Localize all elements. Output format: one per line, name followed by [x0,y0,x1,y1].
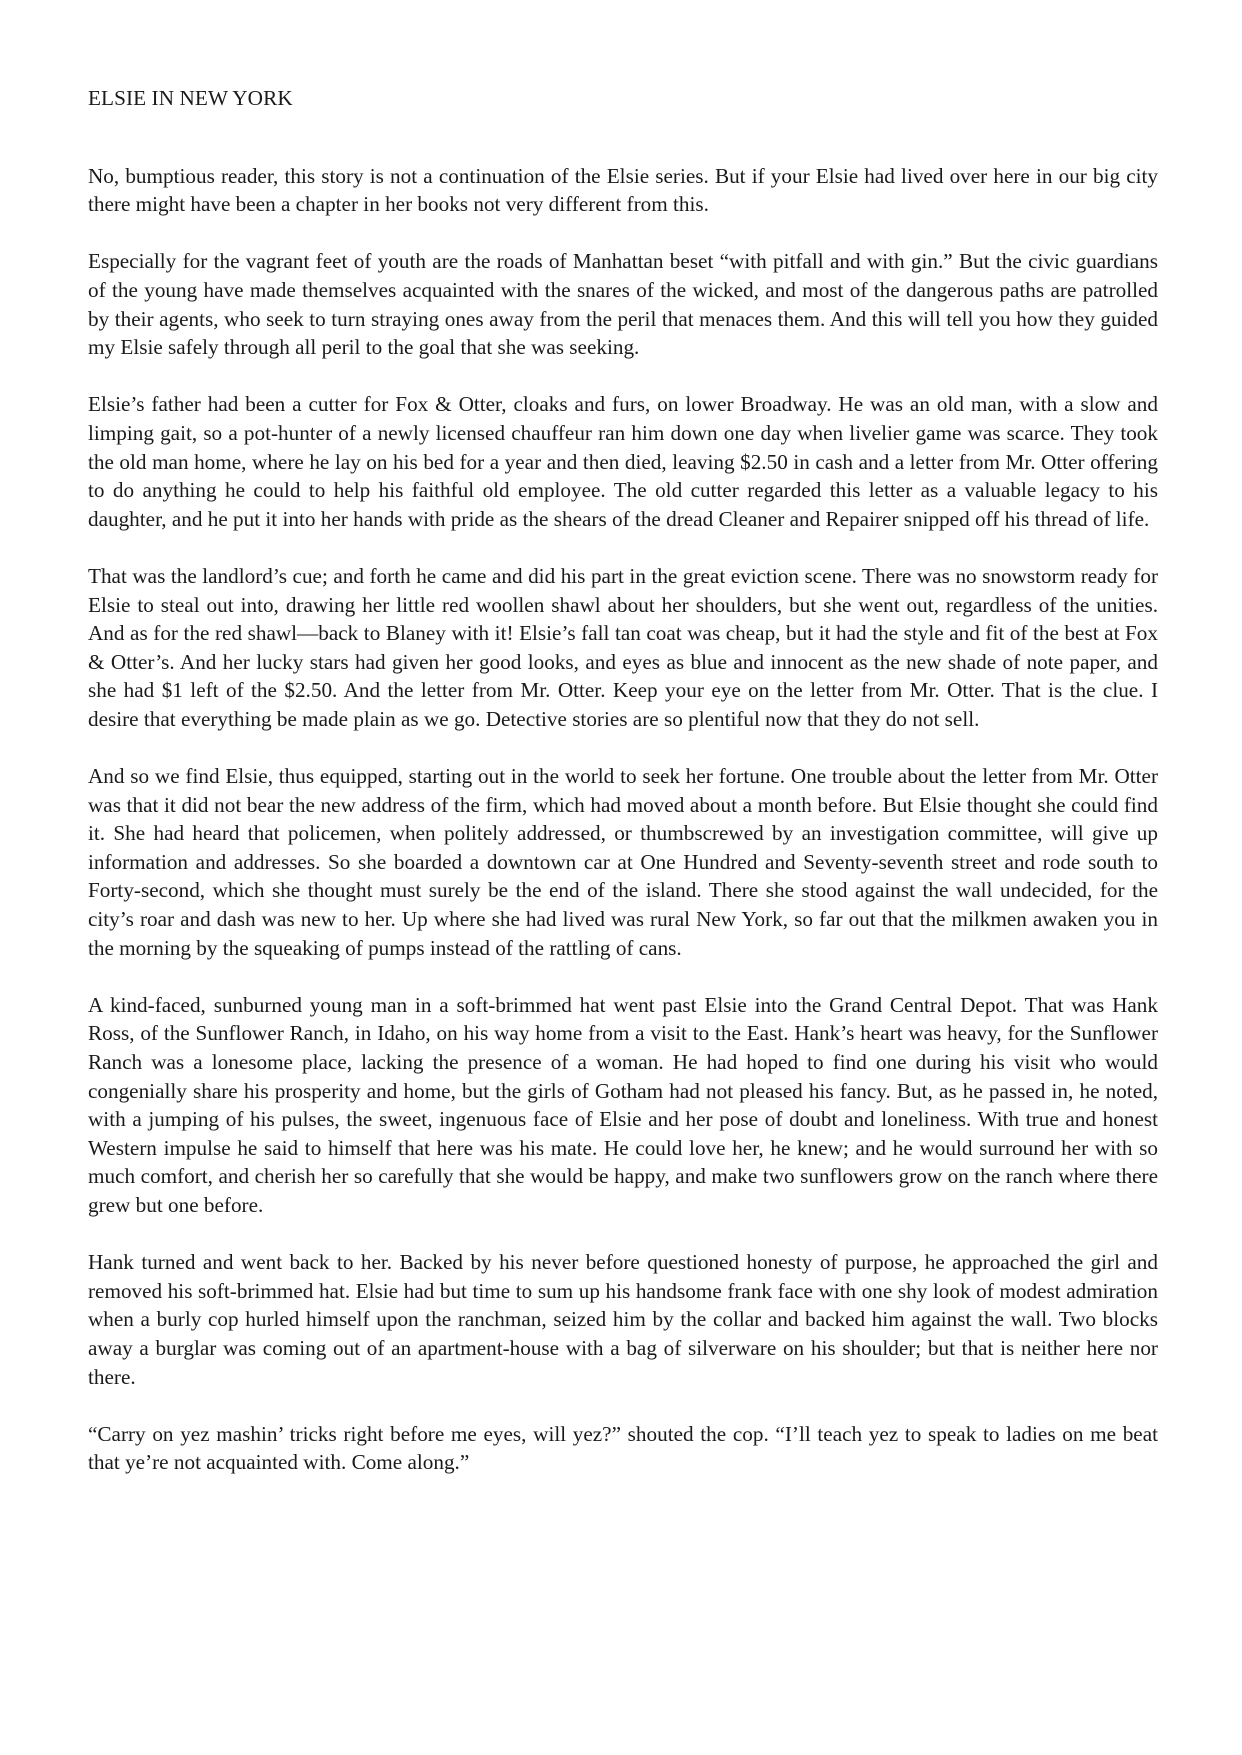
paragraph: Hank turned and went back to her. Backed by his never before questioned honesty of purpose, he approached the girl and removed his soft-brimmed hat. Elsie had but time to sum up his handsome frank face with one shy look of modest admiration when a burly cop hurled himself upon the ranchman, seized him by the collar and backed him against the wall. Two blocks away a burglar was coming out of an apartment-house with a bag of silverware on his shoulder; but that is neither here nor there. [88,1250,1158,1389]
story-title: ELSIE IN NEW YORK [88,86,293,110]
paragraph: A kind-faced, sunburned young man in a soft-brimmed hat went past Elsie into the Grand Central Depot. That was Hank Ross, of the Sunflower Ranch, in Idaho, on his way home from a visit to the East. Hank’s heart was heavy, for the Sunflower Ranch was a lonesome place, lacking the presence of a woman. He had hoped to find one during his visit who would congenially share his prosperity and home, but the girls of Gotham had not pleased his fancy. But, as he passed in, he noted, with a jumping of his pulses, the sweet, ingenuous face of Elsie and her pose of doubt and loneliness. With true and honest Western impulse he said to himself that here was his mate. He could love her, he knew; and he would surround her with so much comfort, and cherish her so carefully that she would be happy, and make two sunflowers grow on the ranch where there grew but one before. [88,992,1158,1217]
paragraph: “Carry on yez mashin’ tricks right before me eyes, will yez?” shouted the cop. “I’ll teach yez to speak to ladies on me beat that ye’re not acquainted with. Come along.” [88,1421,1158,1475]
paragraph: And so we find Elsie, thus equipped, starting out in the world to seek her fortune. One trouble about the letter from Mr. Otter was that it did not bear the new address of the firm, which had moved about a month before. But Elsie thought she could find it. She had heard that policemen, when politely addressed, or thumbscrewed by an investigation committee, will give up information and addresses. So she boarded a downtown car at One Hundred and Seventy-seventh street and rode south to Forty-second, which she thought must surely be the end of the island. There she stood against the wall undecided, for the city’s roar and dash was new to her. Up where she had lived was rural New York, so far out that the milkmen awaken you in the morning by the squeaking of pumps instead of the rattling of cans. [88,764,1158,960]
document-page [88,84,1158,1506]
paragraph: Especially for the vagrant feet of youth are the roads of Manhattan beset “with pitfall and with gin.” But the civic guardians of the young have made themselves acquainted with the snares of the wicked, and most of the dangerous paths are patrolled by their agents, who seek to turn straying ones away from the peril that menaces them. And this will tell you how they guided my Elsie safely through all peril to the goal that she was seeking. [88,249,1158,360]
paragraph: No, bumptious reader, this story is not a continuation of the Elsie series. But if your Elsie had lived over here in our big city there might have been a chapter in her books not very different from this. [88,163,1158,217]
paragraph: That was the landlord’s cue; and forth he came and did his part in the great eviction scene. There was no snowstorm ready for Elsie to steal out into, drawing her little red woollen shawl about her shoulders, but she went out, regardless of the unities. And as for the red shawl—back to Blaney with it! Elsie’s fall tan coat was cheap, but it had the style and fit of the best at Fox & Otter’s. And her lucky stars had given her good looks, and eyes as blue and innocent as the new shade of note paper, and she had $1 left of the $2.50. And the letter from Mr. Otter. Keep your eye on the letter from Mr. Otter. That is the clue. I desire that everything be made plain as we go. Detective stories are so plentiful now that they do not sell. [88,563,1158,731]
paragraph: Elsie’s father had been a cutter for Fox & Otter, cloaks and furs, on lower Broadway. He was an old man, with a slow and limping gait, so a pot-hunter of a newly licensed chauffeur ran him down one day when livelier game was scarce. They took the old man home, where he lay on his bed for a year and then died, leaving $2.50 in cash and a letter from Mr. Otter offering to do anything he could to help his faithful old employee. The old cutter regarded this letter as a valuable legacy to his daughter, and he put it into her hands with pride as the shears of the dread Cleaner and Repairer snipped off his thread of life. [88,392,1158,531]
